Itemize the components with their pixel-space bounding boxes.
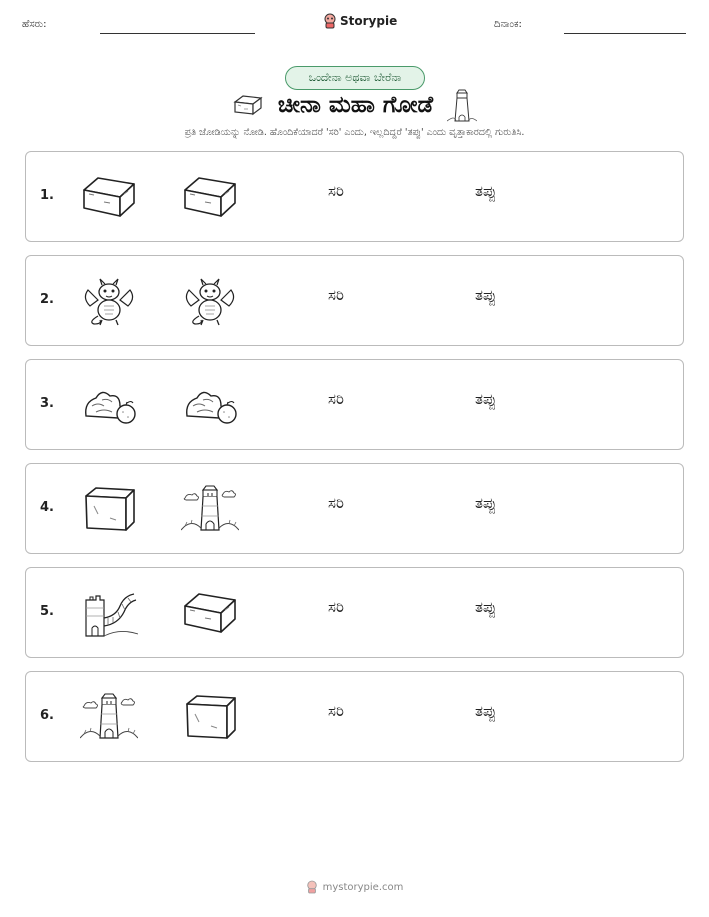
brick-icon	[181, 172, 239, 222]
option-wrong[interactable]: ತಪ್ಪು	[475, 182, 497, 200]
storypie-logo	[323, 13, 397, 29]
watchtower-icon	[80, 692, 138, 742]
dragon-icon	[80, 276, 138, 326]
option-wrong[interactable]: ತಪ್ಪು	[475, 494, 497, 512]
worksheet-type-badge: ಒಂದೇನಾ ಅಥವಾ ಬೇರೆನಾ	[285, 66, 425, 90]
option-correct[interactable]: ಸರಿ	[328, 598, 344, 616]
date-line[interactable]	[564, 33, 686, 34]
dumpling-orange-icon	[181, 380, 239, 430]
question-row	[25, 567, 684, 658]
option-wrong[interactable]: ತಪ್ಪು	[475, 702, 497, 720]
question-number: 2.	[40, 292, 54, 307]
option-wrong[interactable]: ತಪ್ಪು	[475, 286, 497, 304]
dragon-icon	[181, 276, 239, 326]
option-correct[interactable]: ಸರಿ	[328, 494, 344, 512]
option-correct[interactable]: ಸರಿ	[328, 390, 344, 408]
logo-text: Storypie	[340, 14, 398, 28]
question-number: 5.	[40, 604, 54, 619]
instructions: ಪ್ರತಿ ಜೋಡಿಯನ್ನು ನೋಡಿ. ಹೊಂದಿಕೆಯಾದರೆ 'ಸರಿ' ಎಂದು, ಇಲ್ಲದಿದ್ದರೆ 'ತಪ್ಪು' ಎಂದು ವೃತ್ತಾಕಾರದಲ್ಲಿ ಗುರುತಿಸಿ.	[184, 127, 525, 138]
page-title: ಚೀನಾ ಮಹಾ ಗೋಡೆ	[277, 92, 434, 118]
question-number: 6.	[40, 708, 54, 723]
option-correct[interactable]: ಸರಿ	[328, 286, 344, 304]
mascot-icon	[323, 13, 337, 29]
option-wrong[interactable]: ತಪ್ಪು	[475, 390, 497, 408]
date-label: ದಿನಾಂಕ:	[494, 19, 522, 30]
watchtower-icon	[181, 484, 239, 534]
brick-icon	[181, 588, 239, 638]
question-number: 3.	[40, 396, 54, 411]
title-row	[0, 88, 709, 122]
question-row	[25, 255, 684, 346]
footer	[0, 880, 709, 894]
question-number: 1.	[40, 188, 54, 203]
brick-icon	[80, 172, 138, 222]
name-line[interactable]	[100, 33, 255, 34]
question-row	[25, 463, 684, 554]
question-number: 4.	[40, 500, 54, 515]
stone-block-icon	[181, 692, 239, 742]
name-label: ಹೆಸರು:	[22, 19, 47, 30]
mascot-icon	[306, 880, 318, 894]
question-row	[25, 359, 684, 450]
dumpling-orange-icon	[80, 380, 138, 430]
brick-icon	[232, 93, 264, 117]
option-correct[interactable]: ಸರಿ	[328, 702, 344, 720]
question-row	[25, 151, 684, 242]
option-wrong[interactable]: ತಪ್ಪು	[475, 598, 497, 616]
watchtower-icon	[447, 87, 477, 123]
great-wall-icon	[80, 588, 138, 638]
question-row	[25, 671, 684, 762]
option-correct[interactable]: ಸರಿ	[328, 182, 344, 200]
stone-block-icon	[80, 484, 138, 534]
footer-url[interactable]: mystorypie.com	[322, 881, 404, 893]
